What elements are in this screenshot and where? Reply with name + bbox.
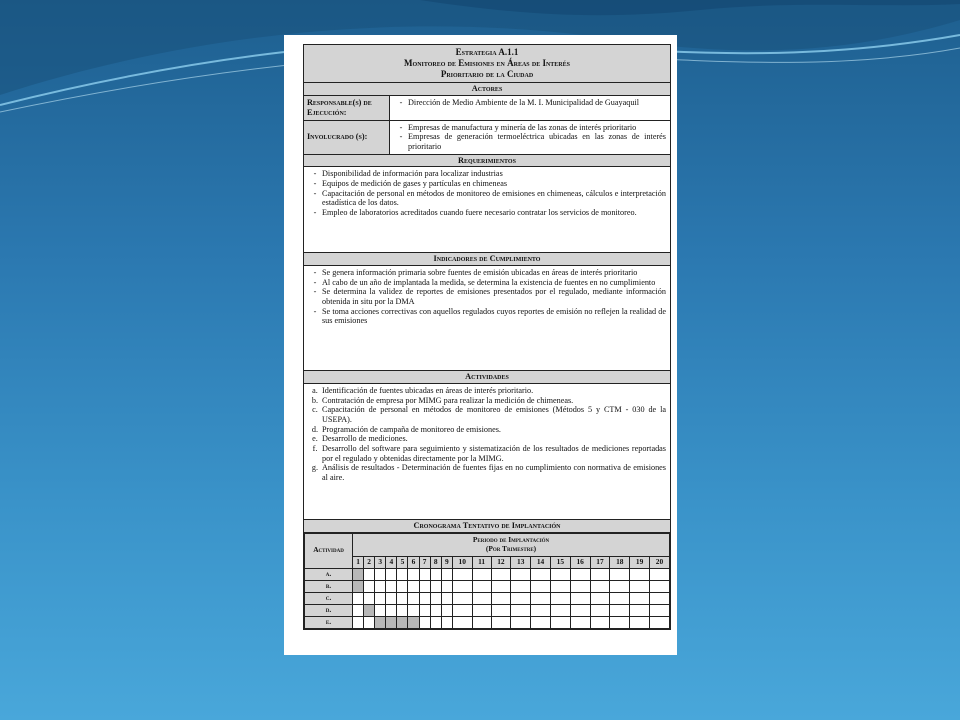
schedule-cell — [408, 568, 419, 580]
actividades-header: Actividades — [304, 371, 670, 384]
actividades-list — [304, 384, 670, 520]
schedule-cell — [353, 616, 364, 628]
schedule-cell — [590, 568, 610, 580]
schedule-cell — [570, 604, 590, 616]
schedule-cell — [511, 580, 531, 592]
involucrado-row — [304, 121, 670, 155]
schedule-cell — [610, 604, 630, 616]
indicadores-list — [304, 266, 670, 371]
schedule-cell — [630, 592, 650, 604]
schedule-cell — [491, 580, 511, 592]
list-item: - Al cabo de un año de implantada la medida, se determina la existencia de fuentes en no cumplimiento — [313, 277, 656, 287]
schedule-cell — [408, 580, 419, 592]
quarter-header: 19 — [630, 556, 650, 568]
schedule-cell — [630, 580, 650, 592]
schedule-cell — [397, 592, 408, 604]
involucrado-label: Involucrado (s): — [304, 121, 390, 154]
schedule-cell — [430, 568, 441, 580]
quarter-header: 11 — [472, 556, 491, 568]
quarter-header: 1 — [353, 556, 364, 568]
schedule-cell — [364, 616, 375, 628]
schedule-cell — [375, 616, 386, 628]
actores-header: Actores — [304, 83, 670, 96]
schedule-cell — [630, 616, 650, 628]
table-row — [305, 568, 670, 580]
schedule-cell — [430, 592, 441, 604]
schedule-cell — [375, 604, 386, 616]
quarter-header: 8 — [430, 556, 441, 568]
schedule-cell — [452, 604, 472, 616]
schedule-cell — [364, 580, 375, 592]
schedule-cell — [650, 616, 670, 628]
schedule-cell — [650, 592, 670, 604]
schedule-cell — [430, 616, 441, 628]
list-item: c. Capacitación de personal en métodos de monitoreo de emisiones (Métodos 5 y CTM - 030 de la USEPA). — [312, 405, 666, 424]
strategy-sheet — [303, 44, 671, 630]
table-row — [305, 592, 670, 604]
schedule-cell — [491, 616, 511, 628]
quarter-header: 20 — [650, 556, 670, 568]
schedule-cell — [397, 568, 408, 580]
quarter-header: 9 — [441, 556, 452, 568]
schedule-cell — [472, 568, 491, 580]
requerimientos-list — [304, 167, 670, 253]
schedule-cell — [570, 580, 590, 592]
schedule-cell — [397, 580, 408, 592]
schedule-cell — [397, 616, 408, 628]
schedule-cell — [441, 604, 452, 616]
responsable-row — [304, 96, 670, 120]
list-item: - Se genera información primaria sobre fuentes de emisión ubicadas en áreas de interés prioritario — [313, 268, 638, 278]
activity-row-label: e. — [305, 616, 353, 628]
quarter-header: 6 — [408, 556, 419, 568]
list-item: g. Análisis de resultados - Determinación de fuentes fijas en no cumplimiento con normativa de emisiones al aire. — [311, 463, 666, 482]
quarter-header: 3 — [375, 556, 386, 568]
quarter-header-row — [305, 556, 670, 568]
schedule-cell — [511, 604, 531, 616]
schedule-cell — [375, 592, 386, 604]
indicadores-header: Indicadores de Cumplimiento — [304, 253, 670, 266]
schedule-cell — [610, 568, 630, 580]
list-item: f. Desarrollo del software para seguimiento y sistematización de los resultados de mediciones reportadas por el regulado y obtenidas directamente por la MIMG. — [312, 443, 666, 463]
schedule-cell — [452, 616, 472, 628]
list-item: - Se determina la validez de reportes de emisiones presentados por el regulado, mediante información obtenida in situ por la DMA — [313, 287, 666, 307]
schedule-cell — [386, 592, 397, 604]
schedule-cell — [364, 604, 375, 616]
quarter-header: 15 — [550, 556, 570, 568]
quarter-header: 7 — [419, 556, 430, 568]
schedule-cell — [610, 592, 630, 604]
schedule-cell — [650, 568, 670, 580]
schedule-cell — [419, 580, 430, 592]
table-row — [305, 616, 670, 628]
list-item: - Se toma acciones correctivas con aquellos regulados cuyos reportes de emisión no reflejen la realidad de sus emisiones — [313, 306, 666, 326]
schedule-cell — [590, 616, 610, 628]
schedule-cell — [531, 580, 551, 592]
schedule-cell — [386, 568, 397, 580]
quarter-header: 5 — [397, 556, 408, 568]
schedule-cell — [590, 592, 610, 604]
schedule-cell — [430, 604, 441, 616]
schedule-cell — [353, 604, 364, 616]
schedule-cell — [610, 616, 630, 628]
quarter-header: 10 — [452, 556, 472, 568]
schedule-cell — [386, 580, 397, 592]
list-item: a. Identificación de fuentes ubicadas en áreas de interés prioritario. — [312, 385, 534, 395]
requerimientos-header: Requerimientos — [304, 155, 670, 168]
schedule-cell — [419, 592, 430, 604]
schedule-cell — [550, 592, 570, 604]
schedule-cell — [452, 592, 472, 604]
schedule-cell — [430, 580, 441, 592]
schedule-cell — [452, 580, 472, 592]
schedule-cell — [630, 604, 650, 616]
activity-row-label: b. — [305, 580, 353, 592]
schedule-cell — [550, 616, 570, 628]
schedule-cell — [441, 580, 452, 592]
schedule-cell — [386, 616, 397, 628]
schedule-cell — [472, 592, 491, 604]
schedule-cell — [441, 568, 452, 580]
list-item: - Empresas de generación termoeléctrica ubicadas en las zonas de interés prioritario — [399, 132, 666, 151]
schedule-cell — [408, 592, 419, 604]
quarter-header: 17 — [590, 556, 610, 568]
schedule-cell — [550, 568, 570, 580]
table-row — [305, 580, 670, 592]
schedule-cell — [531, 592, 551, 604]
schedule-cell — [408, 616, 419, 628]
list-item: - Disponibilidad de información para localizar industrias — [313, 169, 503, 179]
schedule-cell — [531, 604, 551, 616]
quarter-header: 16 — [570, 556, 590, 568]
schedule-cell — [441, 592, 452, 604]
actividad-column-header: Actividad — [305, 533, 353, 568]
quarter-header: 14 — [531, 556, 551, 568]
quarter-header: 13 — [511, 556, 531, 568]
schedule-cell — [630, 568, 650, 580]
schedule-cell — [353, 568, 364, 580]
quarter-header: 2 — [364, 556, 375, 568]
quarter-header: 12 — [491, 556, 511, 568]
schedule-cell — [570, 568, 590, 580]
activity-row-label: a. — [305, 568, 353, 580]
schedule-cell — [491, 604, 511, 616]
schedule-cell — [472, 604, 491, 616]
schedule-cell — [386, 604, 397, 616]
schedule-cell — [364, 568, 375, 580]
list-item: e. Desarrollo de mediciones. — [312, 434, 408, 444]
schedule-cell — [650, 604, 670, 616]
schedule-cell — [397, 604, 408, 616]
schedule-cell — [570, 616, 590, 628]
schedule-cell — [375, 580, 386, 592]
schedule-cell — [408, 604, 419, 616]
schedule-cell — [511, 616, 531, 628]
responsable-label: Responsable(s) de Ejecución: — [304, 96, 390, 119]
schedule-cell — [570, 592, 590, 604]
schedule-cell — [650, 580, 670, 592]
schedule-cell — [353, 580, 364, 592]
list-item: d. Programación de campaña de monitoreo de emisiones. — [311, 424, 501, 434]
quarter-header: 4 — [386, 556, 397, 568]
schedule-cell — [531, 568, 551, 580]
schedule-cell — [511, 568, 531, 580]
schedule-cell — [452, 568, 472, 580]
schedule-cell — [491, 568, 511, 580]
schedule-cell — [419, 604, 430, 616]
activity-row-label: c. — [305, 592, 353, 604]
list-item: - Dirección de Medio Ambiente de la M. I. Municipalidad de Guayaquil — [399, 98, 640, 108]
activity-row-label: d. — [305, 604, 353, 616]
schedule-cell — [531, 616, 551, 628]
quarter-header: 18 — [610, 556, 630, 568]
schedule-cell — [419, 616, 430, 628]
document-page — [284, 35, 677, 655]
strategy-title: Estrategia A.1.1 Monitoreo de Emisiones en Áreas de Interés Prioritario de la Ciudad — [304, 45, 670, 83]
schedule-cell — [419, 568, 430, 580]
schedule-cell — [472, 580, 491, 592]
cronograma-header: Cronograma Tentativo de Implantación — [304, 520, 670, 533]
schedule-cell — [472, 616, 491, 628]
cronograma-table — [304, 533, 670, 629]
schedule-cell — [610, 580, 630, 592]
schedule-cell — [550, 580, 570, 592]
list-item: - Capacitación de personal en métodos de monitoreo de emisiones en chimeneas, cálculos e interpretación estadística de los datos. — [313, 188, 666, 208]
schedule-cell — [375, 568, 386, 580]
list-item: b. Contratación de empresa por MIMG para realizar la medición de chimeneas. — [311, 395, 574, 405]
table-row — [305, 604, 670, 616]
schedule-cell — [364, 592, 375, 604]
list-item: - Equipos de medición de gases y partículas en chimeneas — [313, 178, 508, 188]
schedule-cell — [441, 616, 452, 628]
periodo-header: Periodo de Implantación (Por Trimestre) — [353, 533, 670, 556]
schedule-cell — [511, 592, 531, 604]
schedule-cell — [353, 592, 364, 604]
schedule-cell — [550, 604, 570, 616]
schedule-cell — [590, 580, 610, 592]
list-item: - Empresas de manufactura y minería de las zonas de interés prioritario — [399, 122, 637, 132]
schedule-cell — [590, 604, 610, 616]
schedule-cell — [491, 592, 511, 604]
list-item: - Empleo de laboratorios acreditados cuando fuere necesario contratar los servicios de monitoreo. — [313, 208, 637, 217]
